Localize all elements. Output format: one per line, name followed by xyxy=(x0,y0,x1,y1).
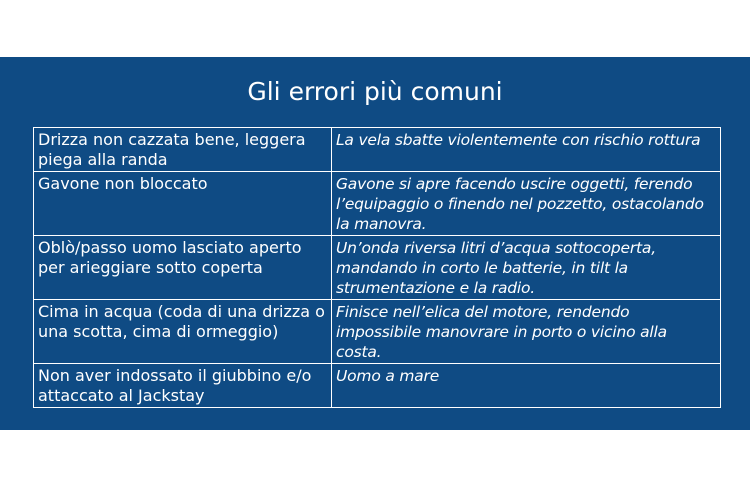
error-effect-cell: Uomo a mare xyxy=(332,364,721,408)
error-effect-cell: Un’onda riversa litri d’acqua sottocoperta, mandando in corto le batterie, in tilt la strumentazione e la radio. xyxy=(332,236,721,300)
table-row xyxy=(34,300,721,364)
slide-title: Gli errori più comuni xyxy=(247,77,503,106)
error-cause-cell: Cima in acqua (coda di una drizza o una scotta, cima di ormeggio) xyxy=(34,300,332,364)
error-cause-cell: Drizza non cazzata bene, leggera piega alla randa xyxy=(34,128,332,172)
error-effect-cell: La vela sbatte violentemente con rischio rottura xyxy=(332,128,721,172)
errors-table xyxy=(33,127,721,408)
table-row xyxy=(34,172,721,236)
table-row xyxy=(34,236,721,300)
error-cause-cell: Non aver indossato il giubbino e/o attaccato al Jackstay xyxy=(34,364,332,408)
table-row xyxy=(34,128,721,172)
error-effect-cell: Finisce nell’elica del motore, rendendo impossibile manovrare in porto o vicino alla costa. xyxy=(332,300,721,364)
error-effect-cell: Gavone si apre facendo uscire oggetti, ferendo l’equipaggio o finendo nel pozzetto, ostacolando la manovra. xyxy=(332,172,721,236)
error-cause-cell: Gavone non bloccato xyxy=(34,172,332,236)
table-row xyxy=(34,364,721,408)
error-cause-cell: Oblò/passo uomo lasciato aperto per arieggiare sotto coperta xyxy=(34,236,332,300)
